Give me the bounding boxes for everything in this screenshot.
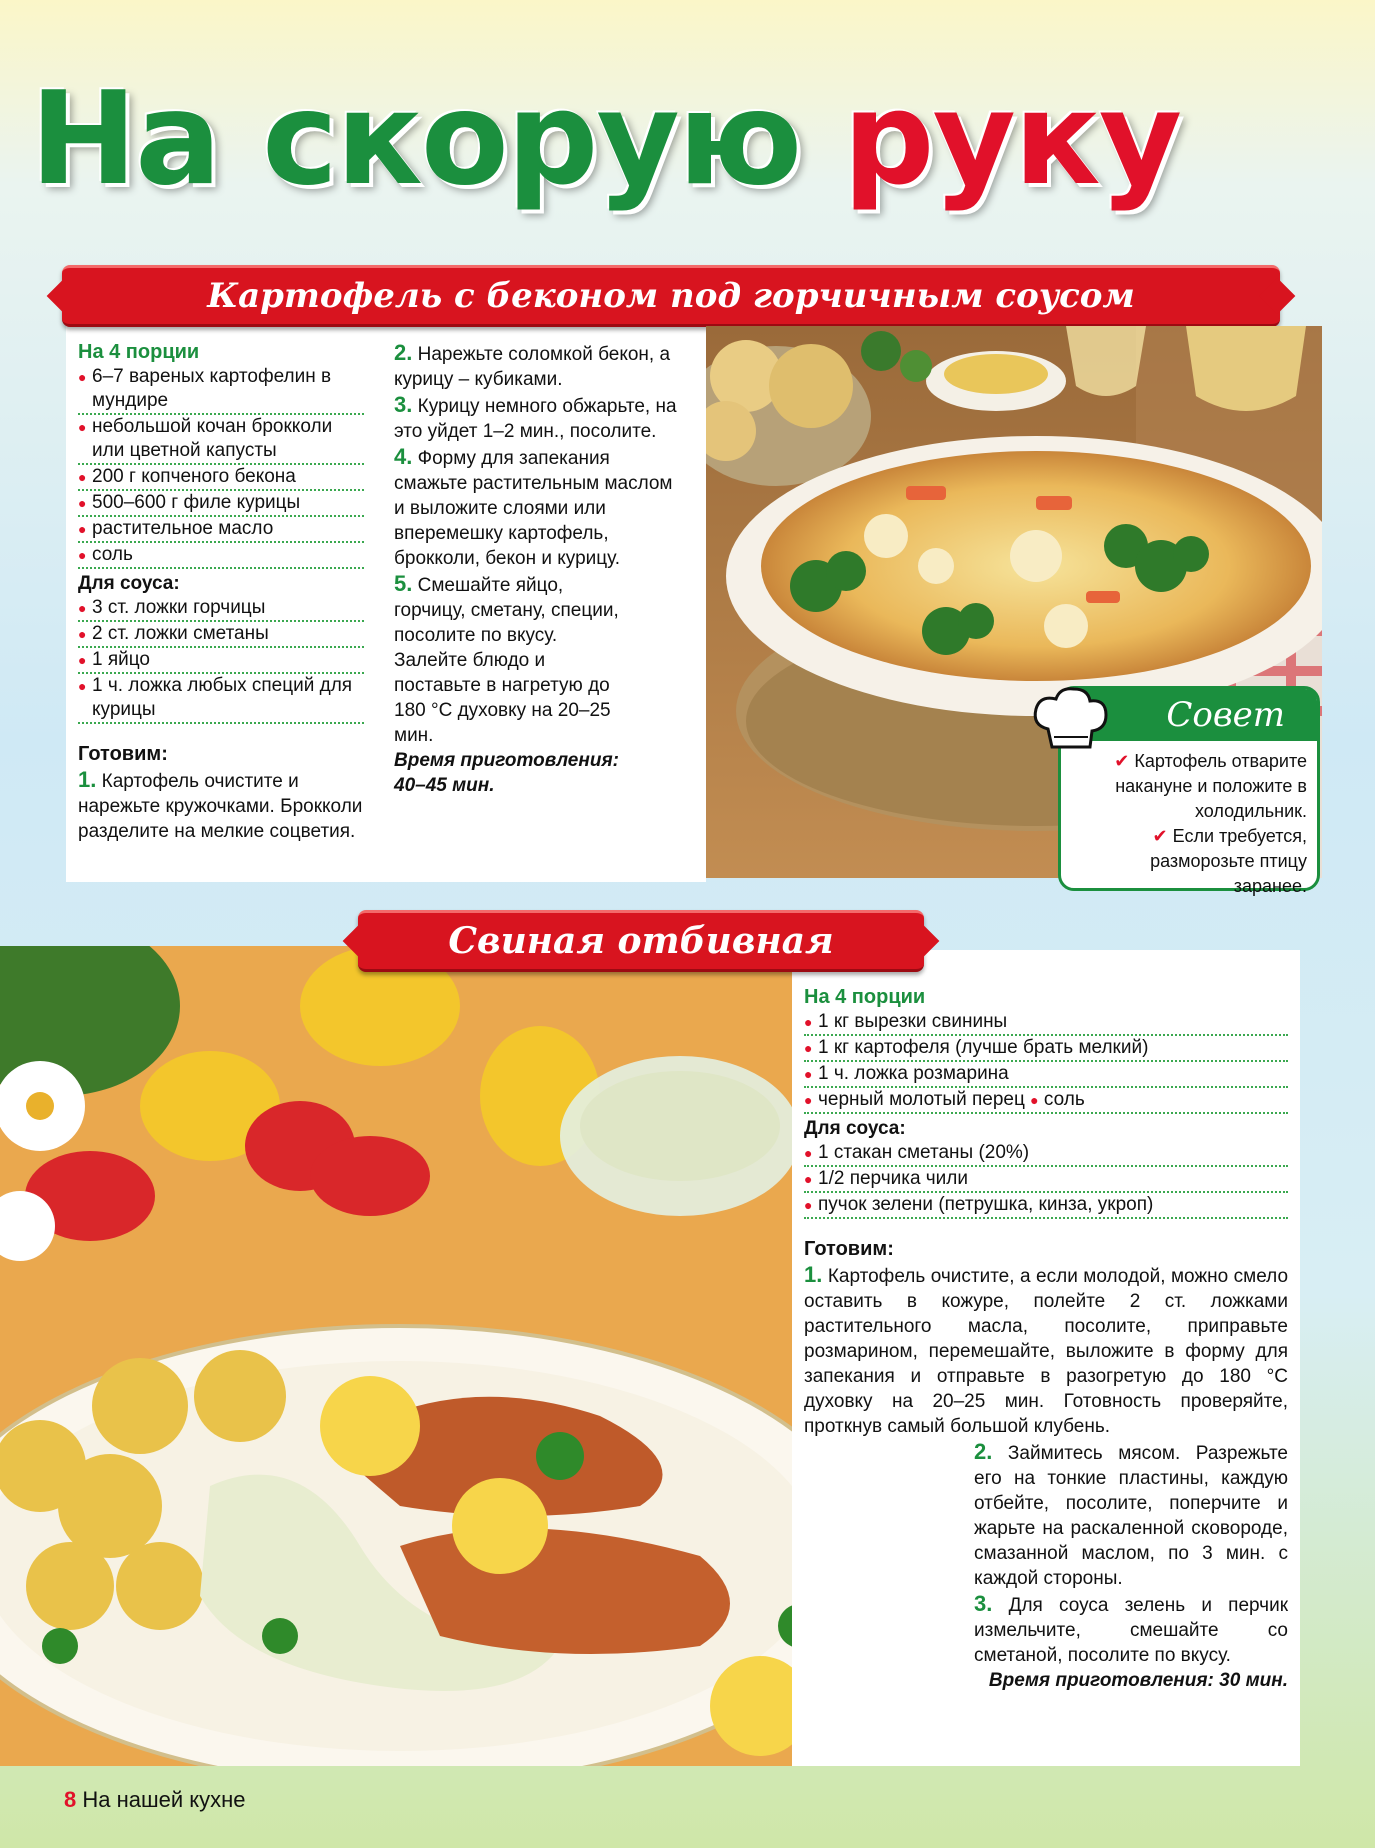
recipe2-step-3 <box>804 1591 1288 1668</box>
chef-hat-icon <box>1030 685 1110 755</box>
recipe1-portions: На 4 порции <box>78 341 200 363</box>
ingredient-item: ● 500–600 г филе курицы <box>78 491 364 517</box>
sauce-ingredient-item: ● 2 ст. ложки сметаны <box>78 622 364 648</box>
page-title <box>30 40 1350 240</box>
recipe1-step-3 <box>394 392 682 444</box>
recipe1-steps-column <box>394 340 682 798</box>
magazine-name: На нашей кухне <box>82 1787 246 1812</box>
step-number: 1. <box>804 1262 823 1287</box>
check-icon: ✔ <box>1114 751 1130 771</box>
recipe2-ingredient-list <box>804 1010 1288 1114</box>
step-text: Форму для запекания смажьте растительным маслом и выложите слоями или вперемешку картофель, брокколи, бекон и курицу. <box>394 448 673 569</box>
recipe1-time-value: 40–45 мин. <box>394 775 495 796</box>
recipe2-step-1 <box>804 1262 1288 1439</box>
recipe1-step-4 <box>394 444 682 571</box>
sauce-ingredient-item: ● 1/2 перчика чили <box>804 1167 1288 1193</box>
step-number: 2. <box>394 340 413 365</box>
recipe2-text-column <box>804 985 1288 1693</box>
step-text: Смешайте яйцо, горчицу, сметану, специи, посолите по вкусу. Залейте блюдо и поставьте в нагретую до 180 °С духовку на 20–25 мин. <box>394 575 619 746</box>
step-number: 4. <box>394 444 413 469</box>
recipe1-ingredients-column <box>78 340 364 844</box>
tip-title: Совет <box>1061 689 1317 741</box>
recipe1-sauce-heading: Для соуса: <box>78 573 180 594</box>
recipe2-title: Свиная отбивная <box>448 920 834 962</box>
ingredient-item: ● соль <box>78 543 364 569</box>
ingredient-item: ● 1 кг вырезки свинины <box>804 1010 1288 1036</box>
ingredient-item: ● растительное масло <box>78 517 364 543</box>
step-number: 1. <box>78 767 97 792</box>
title-part-red: руку <box>842 65 1181 214</box>
recipe2-cook-heading: Готовим: <box>804 1238 894 1260</box>
recipe1-title-ribbon <box>62 265 1280 327</box>
ingredient-pepper: черный молотый перец <box>818 1089 1025 1110</box>
recipe1-sauce-list <box>78 596 364 724</box>
ingredient-item: ● 200 г копченого бекона <box>78 465 364 491</box>
ingredient-item: ● 1 ч. ложка розмарина <box>804 1062 1288 1088</box>
sauce-ingredient-item: ● 1 яйцо <box>78 648 364 674</box>
ingredient-item: ● 6–7 вареных картофелин в мундире <box>78 365 364 415</box>
recipe1-time-label: Время приготовления: <box>394 750 619 771</box>
recipe2-time: Время приготовления: 30 мин. <box>988 1670 1288 1691</box>
step-text: Нарежьте соломкой бекон, а курицу – кубиками. <box>394 344 671 390</box>
recipe1-step-1 <box>78 767 364 844</box>
recipe1-ingredient-list <box>78 365 364 569</box>
pork-chop-illustration <box>0 946 800 1766</box>
recipe2-step-2 <box>804 1439 1288 1591</box>
ingredient-item <box>804 1088 1288 1114</box>
ingredient-salt: соль <box>1043 1089 1085 1110</box>
step-number: 2. <box>974 1439 993 1464</box>
recipe2-portions: На 4 порции <box>804 986 926 1008</box>
recipe1-step-5 <box>394 571 682 748</box>
step-text: Картофель очистите, а если молодой, можно смело оставить в кожуре, полейте 2 ст. ложками растительного масла, посолите, приправьте розмарином, перемешайте, выложите в форму для запекания и отправьте в разогретую до 180 °С духовку на 20–25 мин. Готовность проверяйте, проткнув самый большой клубень. <box>804 1266 1289 1437</box>
step-text: Курицу немного обжарьте, на это уйдет 1–2 мин., посолите. <box>394 396 677 442</box>
tip-item: ✔ Картофель отварите накануне и положите в холодильник. <box>1114 751 1307 821</box>
recipe2-sauce-list <box>804 1141 1288 1219</box>
bullet-icon: ● <box>1030 1092 1039 1108</box>
step-text: Картофель очистите и нарежьте кружочками. Брокколи разделите на мелкие соцветия. <box>78 771 363 842</box>
step-text: Для соуса зелень и перчик измельчите, смешайте со сметаной, посолите по вкусу. <box>974 1595 1289 1666</box>
ingredient-item: ● 1 кг картофеля (лучше брать мелкий) <box>804 1036 1288 1062</box>
check-icon: ✔ <box>1152 826 1168 846</box>
step-text: Займитесь мясом. Разрежьте его на тонкие пластины, каждую отбейте, посолите, поперчите и жарьте на раскаленной сковороде, смазанной маслом, по 3 мин. с каждой стороны. <box>974 1443 1288 1589</box>
tip-item: ✔ Если требуется, разморозьте птицу заранее. <box>1150 826 1307 896</box>
sauce-ingredient-item: ● 3 ст. ложки горчицы <box>78 596 364 622</box>
recipe1-title: Картофель с беконом под горчичным соусом <box>207 276 1135 316</box>
sauce-ingredient-item: ● 1 стакан сметаны (20%) <box>804 1141 1288 1167</box>
recipe2-title-ribbon <box>358 910 924 972</box>
page-footer <box>64 1787 246 1813</box>
recipe2-sauce-heading: Для соуса: <box>804 1118 906 1139</box>
recipe1-cook-heading: Готовим: <box>78 743 168 765</box>
title-part-green: На скорую <box>30 65 801 214</box>
sauce-ingredient-item: ● пучок зелени (петрушка, кинза, укроп) <box>804 1193 1288 1219</box>
pork-chop-photo <box>0 946 800 1766</box>
tip-body <box>1073 749 1307 899</box>
step-number: 3. <box>394 392 413 417</box>
step-number: 5. <box>394 571 413 596</box>
page-number: 8 <box>64 1787 77 1812</box>
step-number: 3. <box>974 1591 993 1616</box>
sauce-ingredient-item: ● 1 ч. ложка любых специй для курицы <box>78 674 364 724</box>
recipe1-step-2 <box>394 340 682 392</box>
ingredient-item: ● небольшой кочан брокколи или цветной капусты <box>78 415 364 465</box>
